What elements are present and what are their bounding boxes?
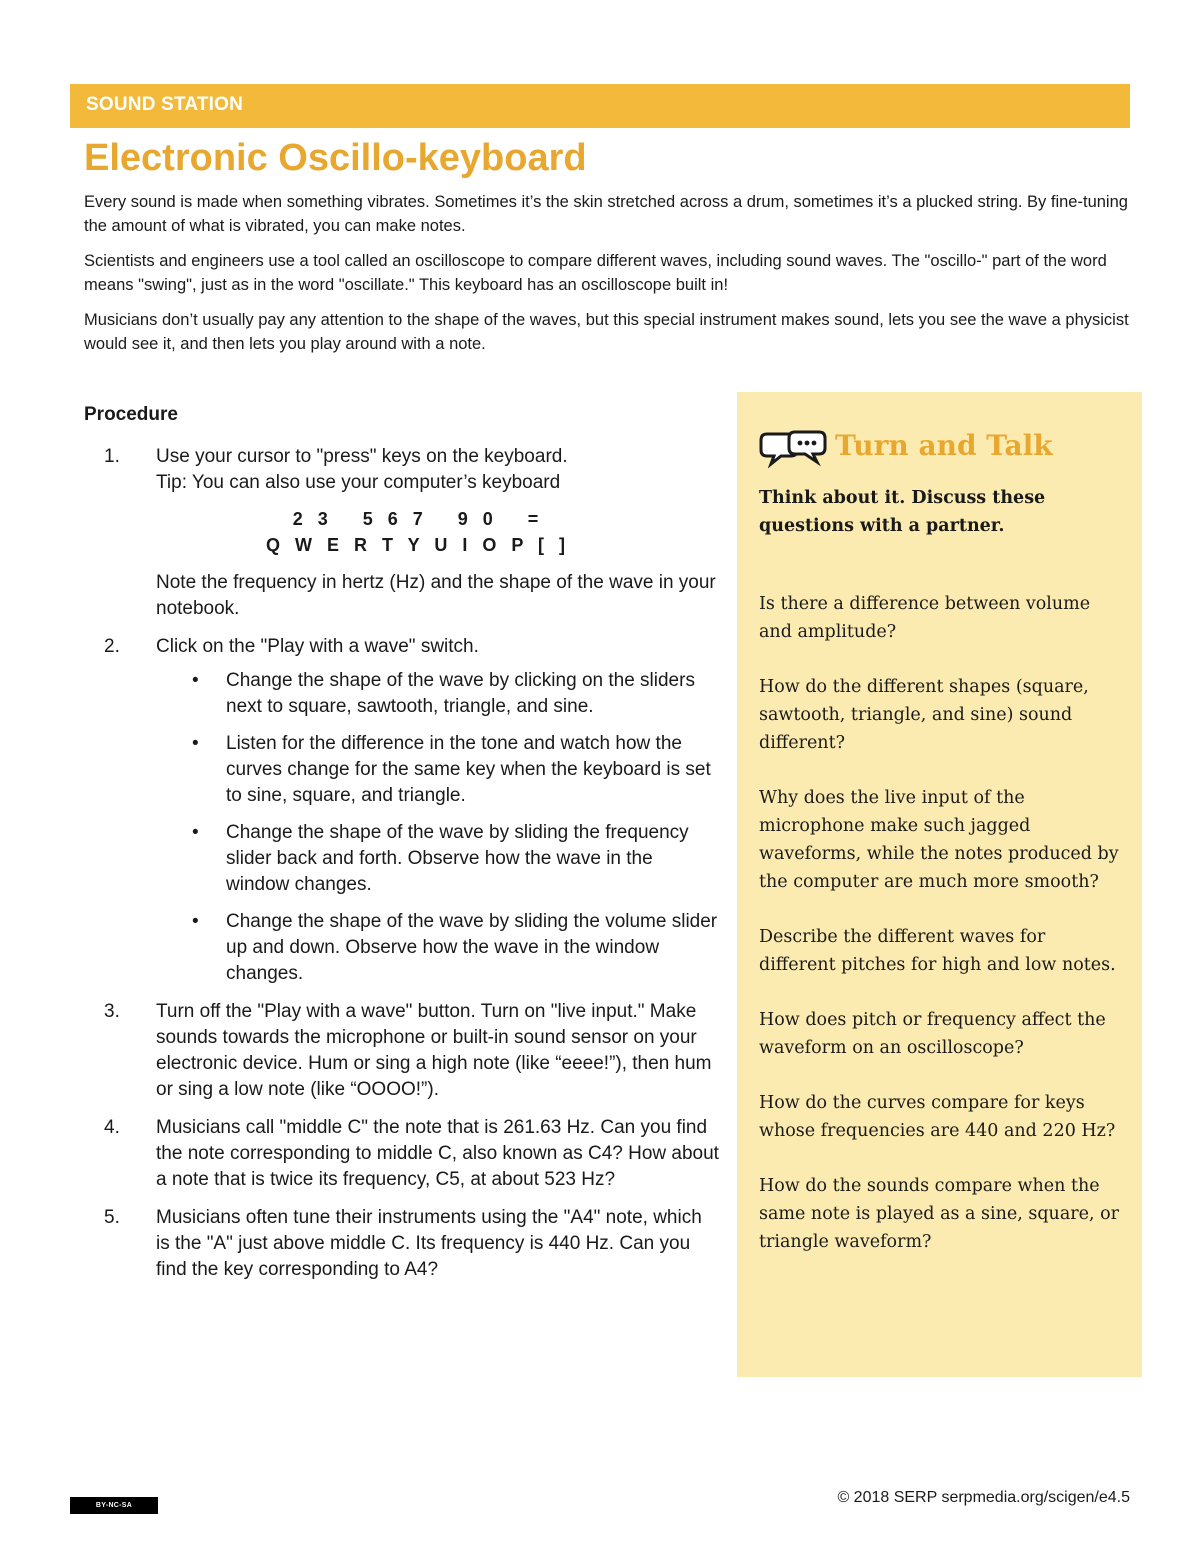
speech-bubbles-icon [759, 428, 829, 468]
discussion-question: How do the different shapes (square, sawtooth, triangle, and sine) sound different? [759, 677, 1089, 753]
intro-section [84, 190, 1134, 367]
step-number: 4. [104, 1117, 120, 1138]
step-followup: Note the frequency in hertz (Hz) and the shape of the wave in your notebook. [156, 572, 716, 619]
discussion-question: How do the sounds compare when the same note is played as a sine, square, or triangle waveform? [759, 1176, 1120, 1252]
step-text: Use your cursor to "press" keys on the keyboard. [156, 446, 568, 467]
step-text: Click on the "Play with a wave" switch. [156, 636, 479, 657]
bullet-icon: • [192, 911, 199, 932]
procedure-steps [100, 444, 720, 1295]
step-text: Musicians call "middle C" the note that is 261.63 Hz. Can you find the note corresponding to middle C, also known as C4? How about a note that is twice its frequency, C5, at about 523 Hz? [156, 1117, 719, 1190]
intro-paragraph: Scientists and engineers use a tool called an oscilloscope to compare different waves, including sound waves. The "oscillo-" part of the word means "swing", just as in the word "oscillate." This keyboard has an oscilloscope built in! [84, 252, 1107, 294]
keys-row-letters: Q W E R T Y U I O P [ ] [265, 535, 571, 555]
discussion-question: Is there a difference between volume and amplitude? [759, 594, 1091, 642]
page-title: Electronic Oscillo-keyboard [84, 137, 587, 179]
bullet-item [156, 668, 720, 720]
bullet-item [156, 731, 720, 809]
bullet-icon: • [192, 733, 199, 754]
bullet-text: Change the shape of the wave by sliding the frequency slider back and forth. Observe how the wave in the window changes. [226, 822, 689, 895]
procedure-step [100, 1115, 720, 1193]
discussion-question: How does pitch or frequency affect the waveform on an oscilloscope? [759, 1010, 1106, 1058]
step-tip: Tip: You can also use your computer’s keyboard [156, 472, 561, 493]
procedure-step [100, 1205, 720, 1283]
step-bullets [156, 668, 720, 987]
turn-and-talk-panel [737, 392, 1142, 1377]
license-text: BY-NC-SA [95, 1502, 133, 1509]
procedure-heading: Procedure [84, 404, 178, 425]
turn-and-talk-intro: Think about it. Discuss these questions with a partner. [759, 488, 1046, 536]
bullet-icon: • [192, 670, 199, 691]
discussion-questions [759, 590, 1121, 1283]
step-number: 5. [104, 1207, 120, 1228]
intro-paragraph: Every sound is made when something vibrates. Sometimes it’s the skin stretched across a drum, sometimes it’s a plucked string. By fine-tuning the amount of what is vibrated, you can make notes. [84, 193, 1128, 235]
bullet-item [156, 820, 720, 898]
keys-row-numbers: 2 3 5 6 7 9 0 = [292, 509, 544, 529]
bullet-item [156, 909, 720, 987]
intro-paragraph: Musicians don’t usually pay any attention to the shape of the waves, but this special instrument makes sound, lets you see the wave a physicist would see it, and then lets you play around with a note. [84, 311, 1129, 353]
discussion-question: Describe the different waves for different pitches for high and low notes. [759, 927, 1116, 975]
banner-label: SOUND STATION [86, 94, 244, 115]
license-badge [70, 1497, 158, 1514]
step-text: Turn off the "Play with a wave" button. Turn on "live input." Make sounds towards the microphone or built-in sound sensor on your electronic device. Hum or sing a high note (like “eeee!”), then hum or sing a low note (like “OOOO!”). [156, 1001, 712, 1100]
discussion-question: How do the curves compare for keys whose frequencies are 440 and 220 Hz? [759, 1093, 1116, 1141]
procedure-step [100, 634, 720, 987]
step-text: Musicians often tune their instruments using the "A4" note, which is the "A" just above middle C. Its frequency is 440 Hz. Can you find the key corresponding to A4? [156, 1207, 702, 1280]
turn-and-talk-title: Turn and Talk [835, 429, 1053, 462]
bullet-text: Change the shape of the wave by sliding the volume slider up and down. Observe how the wave in the window changes. [226, 911, 718, 984]
step-number: 3. [104, 1001, 120, 1022]
procedure-step [100, 444, 720, 622]
bullet-text: Listen for the difference in the tone and watch how the curves change for the same key when the keyboard is set to sine, square, and triangle. [226, 733, 711, 806]
procedure-step [100, 999, 720, 1103]
step-number: 1. [104, 446, 120, 467]
keyboard-keys [156, 506, 720, 558]
bullet-text: Change the shape of the wave by clicking on the sliders next to square, sawtooth, triangle, and sine. [226, 670, 695, 717]
discussion-question: Why does the live input of the microphone make such jagged waveforms, while the notes produced by the computer are much more smooth? [759, 788, 1119, 892]
footer-copyright: © 2018 SERP serpmedia.org/scigen/e4.5 [837, 1489, 1130, 1506]
bullet-icon: • [192, 822, 199, 843]
station-banner [70, 84, 1130, 128]
step-number: 2. [104, 636, 120, 657]
